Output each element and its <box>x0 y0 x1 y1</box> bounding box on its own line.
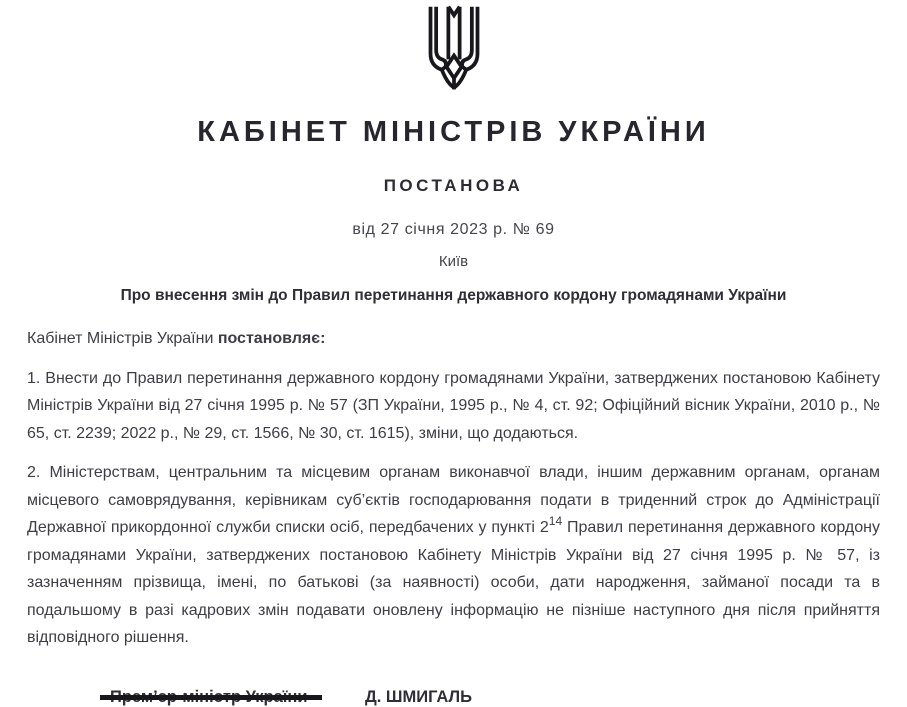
doc-title: Про внесення змін до Правил перетинання державного кордону громадянами України <box>120 287 787 304</box>
document-page <box>0 4 907 706</box>
intro-bold-text: постановляє: <box>217 330 326 347</box>
paragraph-1: 1. Внести до Правил перетинання державного кордону громадянами України, затверджених постановою Кабінету Міністрів України від 27 січня 1995 р. № 57 (ЗП України, 1995 р., № 4, ст. 92; Офіційний вісник України, 2010 р., № 65, ст. 2239; 2022 р., № 29, ст. 1566, № 30, ст. 1615), зміни, що додаються. <box>27 369 880 442</box>
paragraph-2-text-before-superscript: 2. Міністерствам, центральним та місцевим органам виконавчої влади, іншим державним органам, органам місцевого самоврядування, керівникам суб’єктів господарювання подати в триденний строк до Адміністрації Державної прикордонної служби списки осіб, передбачених у пункті 2 <box>27 464 880 536</box>
signatory-name: Д. ШМИГАЛЬ <box>365 687 472 706</box>
ukraine-trident-icon <box>0 4 907 96</box>
document-body <box>0 325 907 652</box>
paragraph-2 <box>27 459 880 652</box>
intro-regular-text: Кабінет Міністрів України <box>27 330 218 347</box>
cropped-bottom-bar <box>100 695 322 700</box>
org-name: КАБІНЕТ МІНІСТРІВ УКРАЇНИ <box>197 116 710 148</box>
paragraph-2-text-after-superscript: Правил перетинання державного кордону громадянами України, затверджених постановою Кабінету Міністрів України від 27 січня 1995 р. № 57, із зазначенням прізвища, імені, по батькові (за наявності) особи, дати народження, займаної посади та в подальшому в разі кадрових змін подавати оновлену інформацію не пізніше наступного дня після прийняття відповідного рішення. <box>27 519 881 646</box>
doc-city: Київ <box>438 253 469 270</box>
document-header <box>0 4 907 305</box>
paragraph-2-superscript: 14 <box>548 514 563 528</box>
intro-line <box>27 325 880 353</box>
doc-date-and-number: від 27 січня 2023 р. № 69 <box>352 221 555 238</box>
doc-type-label: ПОСТАНОВА <box>383 176 524 195</box>
